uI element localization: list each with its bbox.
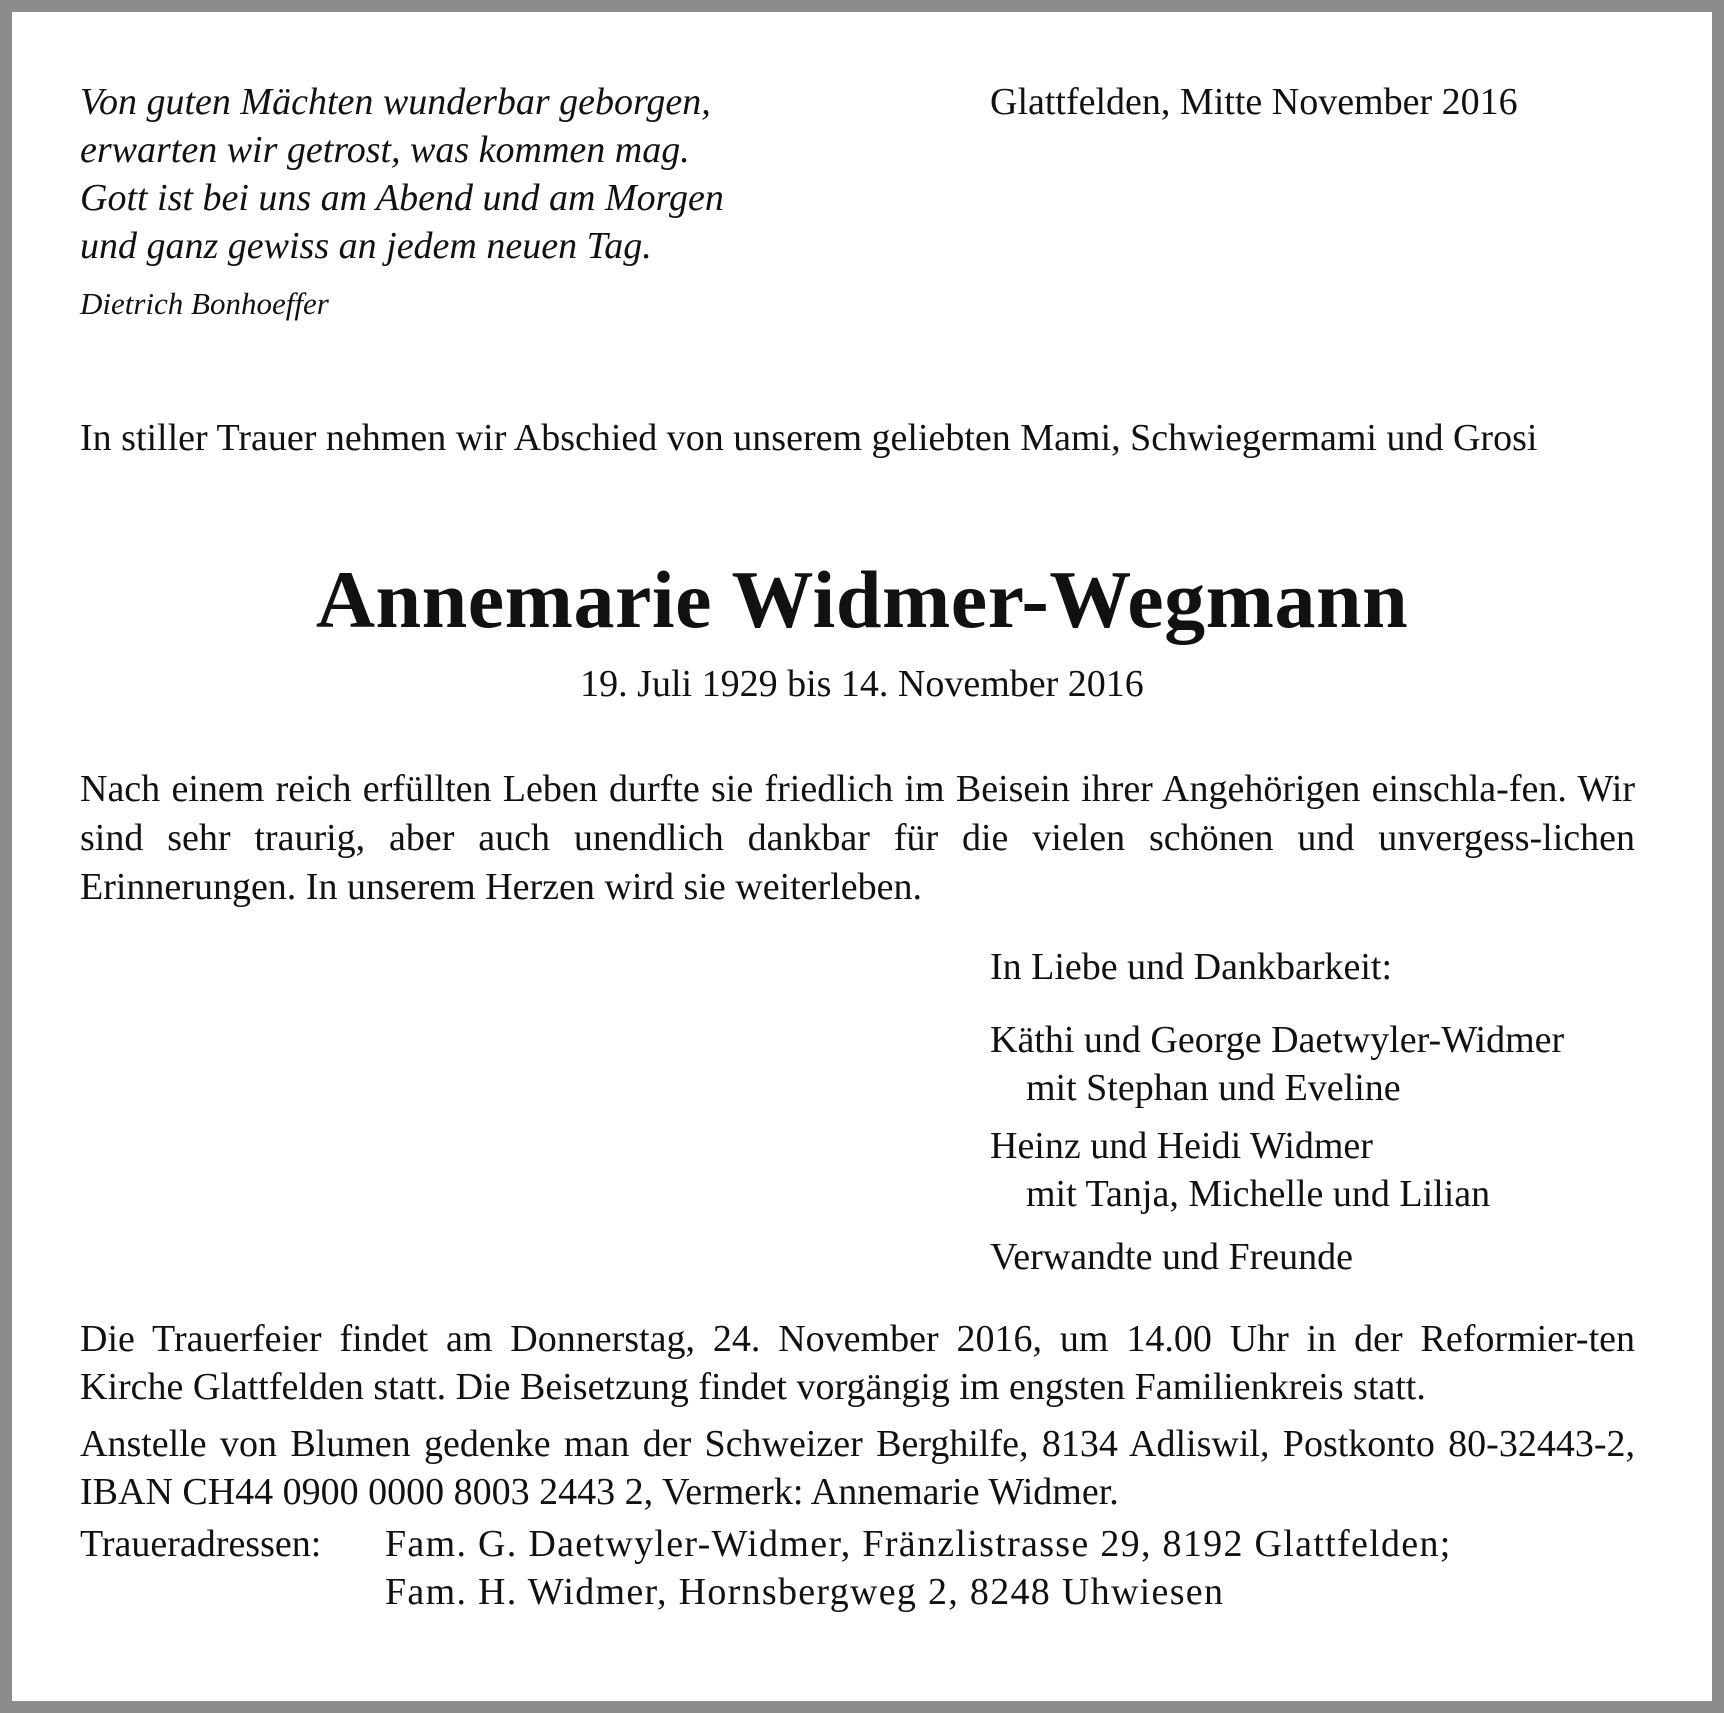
signer-main: Verwandte und Freunde: [990, 1236, 1354, 1278]
deceased-name: Annemarie Widmer-Wegmann: [315, 554, 1409, 645]
signer-group: [990, 1122, 1490, 1218]
verse-line: und ganz gewiss an jedem neuen Tag.: [80, 225, 652, 267]
verse-line: erwarten wir getrost, was kommen mag.: [80, 129, 690, 171]
lifespan: 19. Juli 1929 bis 14. November 2016: [580, 663, 1144, 705]
verse-line: Von guten Mächten wunderbar geborgen,: [80, 81, 711, 123]
signer-main: Heinz und Heidi Widmer: [990, 1125, 1373, 1167]
verse-author: Dietrich Bonhoeffer: [80, 286, 329, 321]
dateline: Glattfelden, Mitte November 2016: [990, 81, 1518, 123]
service-text: Die Trauerfeier findet am Donnerstag, 24. November 2016, um 14.00 Uhr in der Reformier-ten Kirche Glattfelden statt. Die Beisetzung findet vorgängig im engsten Familienkreis statt.: [80, 1318, 1635, 1408]
signature-intro: In Liebe und Dankbarkeit:: [990, 946, 1393, 988]
donation-text: Anstelle von Blumen gedenke man der Schweizer Berghilfe, 8134 Adliswil, Postkonto 80-32443-2, IBAN CH44 0900 0000 8003 2443 2, Vermerk: Annemarie Widmer.: [80, 1423, 1635, 1513]
address-line: Fam. G. Daetwyler-Widmer, Fränzlistrasse 29, 8192 Glattfelden;: [385, 1523, 1452, 1565]
signer-group: [990, 1016, 1564, 1112]
signer-main: Käthi und George Daetwyler-Widmer: [990, 1019, 1565, 1061]
signer-sub: mit Tanja, Michelle und Lilian: [1026, 1173, 1491, 1215]
intro-text: In stiller Trauer nehmen wir Abschied von unserem geliebten Mami, Schwiegermami und Grosi: [80, 417, 1538, 459]
signer-group: [990, 1233, 1353, 1281]
address-line: Fam. H. Widmer, Hornsbergweg 2, 8248 Uhwiesen: [385, 1571, 1225, 1613]
verse-line: Gott ist bei uns am Abend und am Morgen: [80, 177, 724, 219]
tribute-text: Nach einem reich erfüllten Leben durfte sie friedlich im Beisein ihrer Angehörigen einschla-fen. Wir sind sehr traurig, aber auch unendlich dankbar für die vielen schönen und unvergess-lichen Erinnerungen. In unserem Herzen wird sie weiterleben.: [80, 768, 1635, 908]
addresses-label: Traueradressen:: [80, 1523, 322, 1565]
verse-block: [80, 78, 724, 270]
signer-sub: mit Stephan und Eveline: [1026, 1067, 1401, 1109]
